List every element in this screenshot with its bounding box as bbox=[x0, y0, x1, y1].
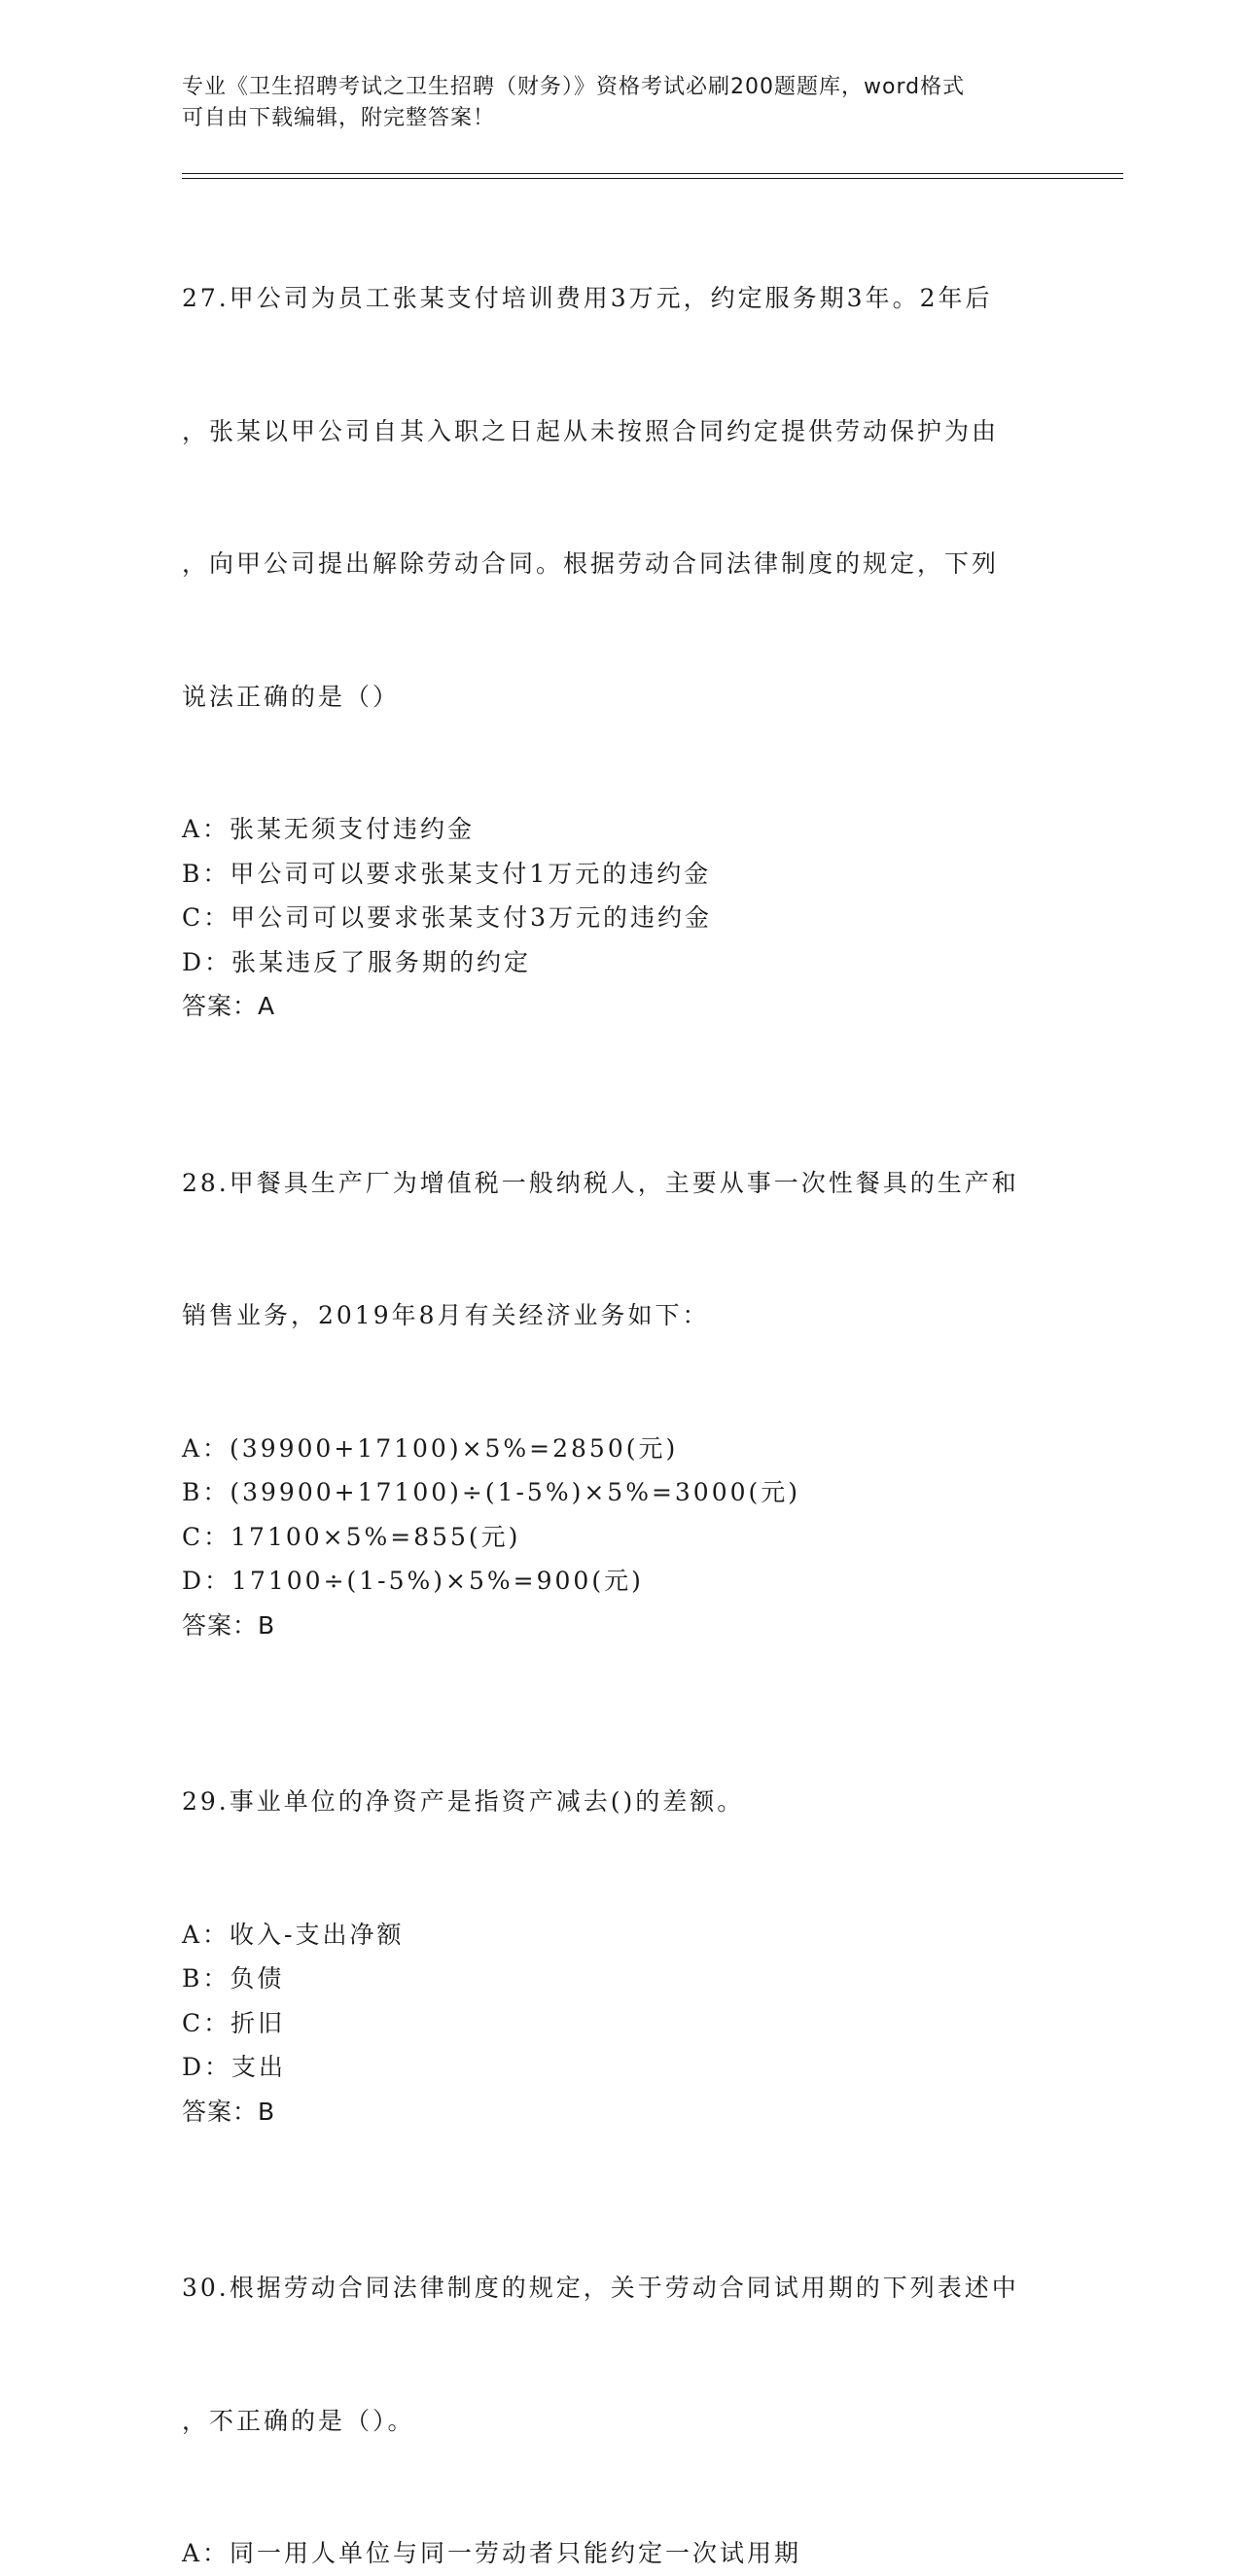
header-line-1: 专业《卫生招聘考试之卫生招聘（财务）》资格考试必刷200题题库，word格式 bbox=[182, 75, 966, 99]
question-spacer bbox=[182, 1647, 1057, 1691]
stem-line: ，不正确的是（）。 bbox=[182, 2406, 415, 2435]
header-divider-top bbox=[182, 173, 1123, 174]
option-b: B：(39900+17100)÷(1-5%)×5%=3000(元) bbox=[182, 1478, 801, 1506]
question-list bbox=[182, 188, 1057, 2576]
question-stem bbox=[182, 188, 1057, 807]
option-c: C：甲公司可以要求张某支付3万元的违约金 bbox=[182, 903, 713, 932]
stem-line: ，向甲公司提出解除劳动合同。根据劳动合同法律制度的规定，下列 bbox=[182, 549, 1000, 578]
stem-line: 28.甲餐具生产厂为增值税一般纳税人，主要从事一次性餐具的生产和 bbox=[182, 1168, 1019, 1197]
option-b: B：负债 bbox=[182, 1964, 285, 1993]
stem-line: 27.甲公司为员工张某支付培训费用3万元，约定服务期3年。2年后 bbox=[182, 284, 993, 312]
option-d: D：支出 bbox=[182, 2053, 287, 2081]
stem-line: 30.根据劳动合同法律制度的规定，关于劳动合同试用期的下列表述中 bbox=[182, 2274, 1019, 2302]
question-spacer bbox=[182, 2134, 1057, 2177]
option-c: C：17100×5%=855(元) bbox=[182, 1522, 521, 1551]
answer: 答案：A bbox=[182, 992, 276, 1020]
option-d: D：张某违反了服务期的约定 bbox=[182, 947, 532, 976]
answer: 答案：B bbox=[182, 1610, 276, 1640]
document-header bbox=[182, 72, 1038, 134]
option-d: D：17100÷(1-5%)×5%=900(元) bbox=[182, 1567, 644, 1595]
question-spacer bbox=[182, 1029, 1057, 1073]
answer: 答案：B bbox=[182, 2097, 276, 2126]
option-a: A：同一用人单位与同一劳动者只能约定一次试用期 bbox=[182, 2539, 802, 2567]
option-a: A：收入-支出净额 bbox=[182, 1920, 405, 1949]
question-30 bbox=[182, 2177, 1057, 2576]
question-stem bbox=[182, 1691, 1057, 1913]
option-a: A：(39900+17100)×5%=2850(元) bbox=[182, 1433, 679, 1463]
header-divider-bottom bbox=[182, 178, 1123, 179]
stem-line: 销售业务，2019年8月有关经济业务如下： bbox=[182, 1301, 710, 1329]
option-a: A：张某无须支付违约金 bbox=[182, 815, 476, 843]
stem-line: 29.事业单位的净资产是指资产减去()的差额。 bbox=[182, 1787, 745, 1816]
question-29 bbox=[182, 1691, 1057, 2177]
option-c: C：折旧 bbox=[182, 2008, 286, 2037]
question-stem bbox=[182, 1073, 1057, 1427]
question-28 bbox=[182, 1073, 1057, 1692]
stem-line: ，张某以甲公司自其入职之日起从未按照合同约定提供劳动保护为由 bbox=[182, 416, 1000, 445]
option-b: B：甲公司可以要求张某支付1万元的违约金 bbox=[182, 859, 712, 888]
question-stem bbox=[182, 2177, 1057, 2531]
header-line-2: 可自由下载编辑，附完整答案！ bbox=[182, 106, 496, 130]
stem-line: 说法正确的是（） bbox=[182, 682, 401, 711]
question-27 bbox=[182, 188, 1057, 1073]
